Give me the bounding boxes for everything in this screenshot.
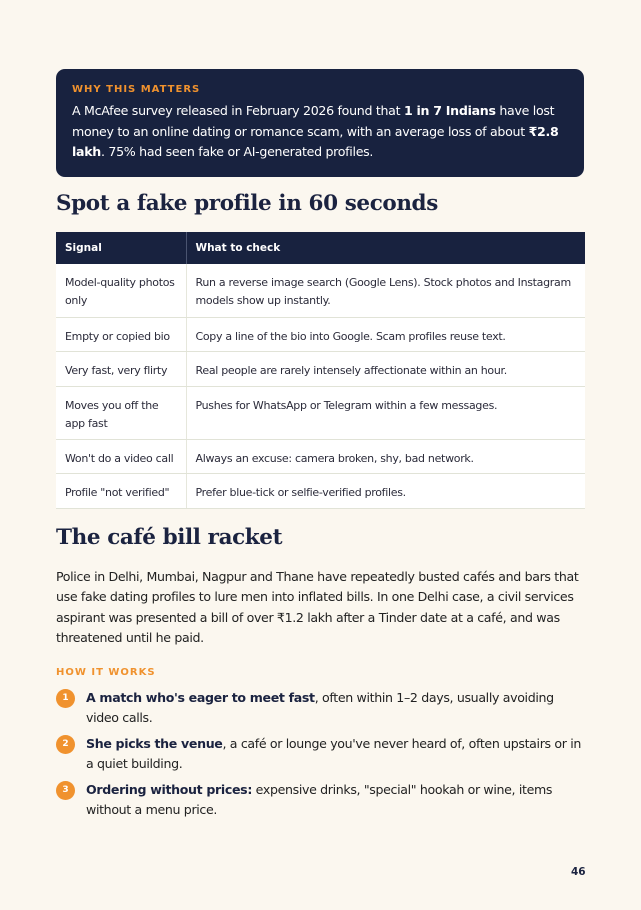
table-cell-check: Real people are rarely intensely affectionate within an hour. [186,351,585,386]
cafe-racket-paragraph: Police in Delhi, Mumbai, Nagpur and Thane have repeatedly busted cafés and bars that use fake dating profiles to lure men into inflated bills. In one Delhi case, a civil services aspirant was presented a bill of over ₹1.2 lakh after a Tinder date at a café, and was threatened until he paid. [56,569,579,645]
table-row [56,386,585,439]
table-row [56,351,585,386]
callout-text-1: A McAfee survey released in February 2026 found that [72,103,404,118]
table-row [56,317,585,351]
step-text [86,734,581,775]
step-bold: A match who's eager to meet fast [86,690,315,705]
table-cell-signal: Moves you off the app fast [56,386,186,439]
table-cell-signal: Empty or copied bio [56,317,186,351]
callout-kicker: WHY THIS MATTERS [72,84,201,95]
step-text [86,780,581,821]
signals-table [56,232,585,509]
callout-bold-2: ₹2.8 lakh [72,123,559,159]
step-number-badge: 3 [56,781,75,800]
section-heading-spot-fake-profile: Spot a fake profile in 60 seconds [56,191,438,216]
step-rest: , a café or lounge you've never heard of, often upstairs or in a quiet building. [86,736,582,772]
table-header-row [56,232,585,264]
callout-text-3: . 75% had seen fake or AI-generated profiles. [100,144,374,159]
why-this-matters-callout [56,69,584,177]
step-number-badge: 1 [56,689,75,708]
table-cell-signal: Model-quality photos only [56,264,186,317]
table-cell-check: Run a reverse image search (Google Lens). Stock photos and Instagram models show up instantly. [186,264,585,317]
table-row [56,439,585,473]
table-cell-signal: Won't do a video call [56,439,186,473]
step-rest: expensive drinks, "special" hookah or wine, items without a menu price. [86,782,553,818]
callout-text-2: have lost money to an online dating or romance scam, with an average loss of about [72,103,555,139]
table-cell-signal: Very fast, very flirty [56,351,186,386]
section-heading-cafe-bill-racket: The café bill racket [56,525,283,550]
table-cell-check: Pushes for WhatsApp or Telegram within a few messages. [186,386,585,439]
table-header-signal: Signal [56,232,186,264]
table-cell-check: Prefer blue-tick or selfie-verified profiles. [186,473,585,508]
table-cell-signal: Profile "not verified" [56,473,186,508]
table-cell-check: Always an excuse: camera broken, shy, bad network. [186,439,585,473]
callout-body [72,101,568,163]
table-cell-check: Copy a line of the bio into Google. Scam profiles reuse text. [186,317,585,351]
table-row [56,473,585,508]
table-row [56,264,585,317]
callout-bold-1: 1 in 7 Indians [403,103,496,118]
step-bold: Ordering without prices: [86,782,253,797]
step-rest: , often within 1–2 days, usually avoiding video calls. [86,690,554,726]
step-text [86,688,581,729]
step-number-badge: 2 [56,735,75,754]
page-number: 46 [571,866,586,878]
table-header-what-to-check: What to check [186,232,585,264]
step-bold: She picks the venue [86,736,223,751]
how-it-works-kicker: HOW IT WORKS [56,667,156,678]
